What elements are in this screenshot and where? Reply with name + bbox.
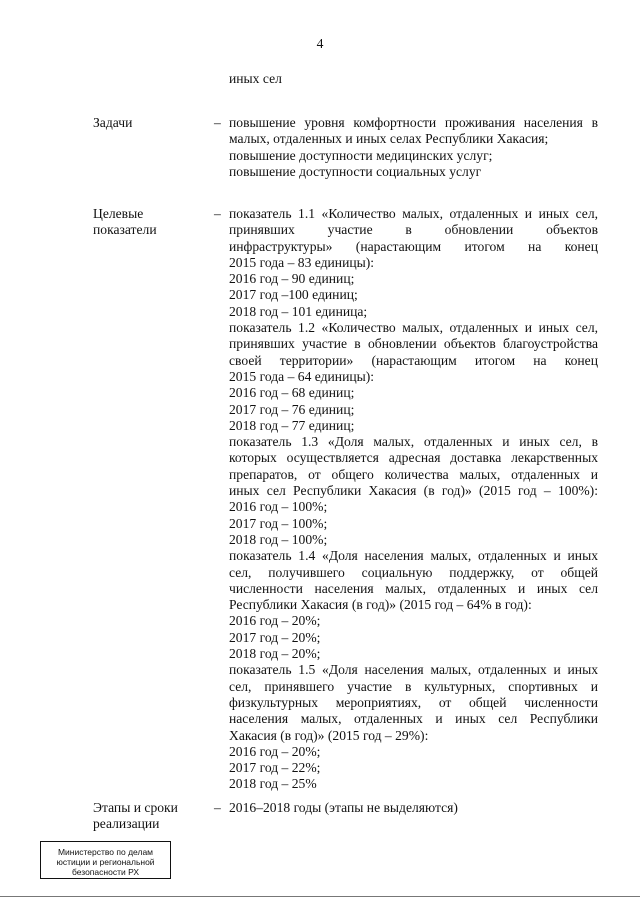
content-line: 2017 год – 100%; (229, 515, 328, 531)
content-line: 2017 год – 20%; (229, 629, 321, 645)
continuation-text: иных сел (229, 71, 282, 86)
content-line: повышение доступности социальных услуг (229, 163, 482, 179)
content-line: повышение доступности медицинских услуг; (229, 147, 493, 163)
content-line: 2017 год –100 единиц; (229, 287, 358, 303)
row-dash: – (214, 206, 221, 221)
row-label (93, 206, 203, 239)
content-line: принявших участие в обновлении объектов (229, 222, 598, 238)
content-line: 2016–2018 годы (этапы не выделяются) (229, 800, 458, 815)
content-line: показатель 1.4 «Доля населения малых, отдаленных и иных (229, 548, 598, 564)
content-line: 2016 год – 90 единиц; (229, 271, 355, 287)
content-line: показатель 1.3 «Доля малых, отдаленных и иных сел, в (229, 434, 598, 450)
content-line: своей территории» (нарастающим итогом на конец (229, 352, 598, 368)
stamp-line: юстиции и региональной (56, 857, 155, 867)
content-line: показатель 1.1 «Количество малых, отдаленных и иных сел, (229, 206, 598, 221)
content-line: повышение уровня комфортности проживания населения в (229, 115, 598, 130)
row-label-line: реализации (93, 816, 160, 832)
stamp-line: безопасности РХ (71, 867, 140, 877)
row-label (93, 115, 203, 131)
content-line: физкультурных мероприятиях, от общей численности (229, 694, 598, 710)
row-label-line: Этапы и сроки (93, 800, 178, 815)
content-line: 2015 года – 64 единицы): (229, 368, 375, 384)
row-dash: – (214, 800, 221, 815)
ministry-stamp (40, 841, 171, 879)
content-line: 2016 год – 68 единиц; (229, 385, 355, 401)
stamp-line: Министерство по делам (57, 847, 154, 857)
page-number: 4 (316, 36, 324, 51)
bottom-rule (0, 896, 640, 897)
content-line: которых осуществляется адресная доставка лекарственных (229, 450, 598, 466)
content-line: препаратов, от общего количества малых, отдаленных и (229, 466, 598, 482)
content-line: Хакасия (в год)» (2015 год – 29%): (229, 727, 429, 743)
row-label-line: показатели (93, 222, 157, 238)
content-line: 2018 год – 25% (229, 776, 317, 792)
content-line: 2017 год – 76 единиц; (229, 401, 355, 417)
content-line: иных сел Республики Хакасия (в год)» (2015 год – 100%): (229, 483, 598, 499)
content-line: 2017 год – 22%; (229, 760, 321, 776)
content-line: сел, принявшего участие в культурных, спортивных и (229, 678, 598, 694)
content-line: принявших участие в обновлении объектов благоустройства (229, 336, 598, 352)
content-line: населения малых, отдаленных и иных сел Республики (229, 711, 598, 727)
content-line: малых, отдаленных и иных селах Республики Хакасия; (229, 131, 549, 147)
row-content (229, 115, 598, 180)
content-line: 2018 год – 100%; (229, 531, 328, 547)
content-line: 2018 год – 77 единиц; (229, 417, 355, 433)
content-line: 2016 год – 20%; (229, 743, 321, 759)
content-line: Республики Хакасия (в год)» (2015 год – 64% в год): (229, 597, 532, 613)
content-line: 2018 год – 20%; (229, 646, 321, 662)
row-label-line: Задачи (93, 115, 133, 130)
content-line: сел, получившего социальную поддержку, от общей (229, 564, 598, 580)
content-line: численности населения малых, отдаленных и иных сел (229, 580, 598, 596)
content-line: инфраструктуры» (нарастающим итогом на конец (229, 238, 598, 254)
content-line: 2018 год – 101 единица; (229, 303, 368, 319)
content-line: 2016 год – 20%; (229, 613, 321, 629)
row-dash: – (214, 115, 221, 130)
content-line: показатель 1.2 «Количество малых, отдаленных и иных сел, (229, 320, 598, 336)
content-line: 2015 года – 83 единицы): (229, 254, 375, 270)
row-label-line: Целевые (93, 206, 144, 221)
row-content (229, 800, 598, 816)
content-line: показатель 1.5 «Доля населения малых, отдаленных и иных (229, 662, 598, 678)
row-content (229, 206, 598, 793)
content-line: 2016 год – 100%; (229, 499, 328, 515)
row-label (93, 800, 203, 833)
